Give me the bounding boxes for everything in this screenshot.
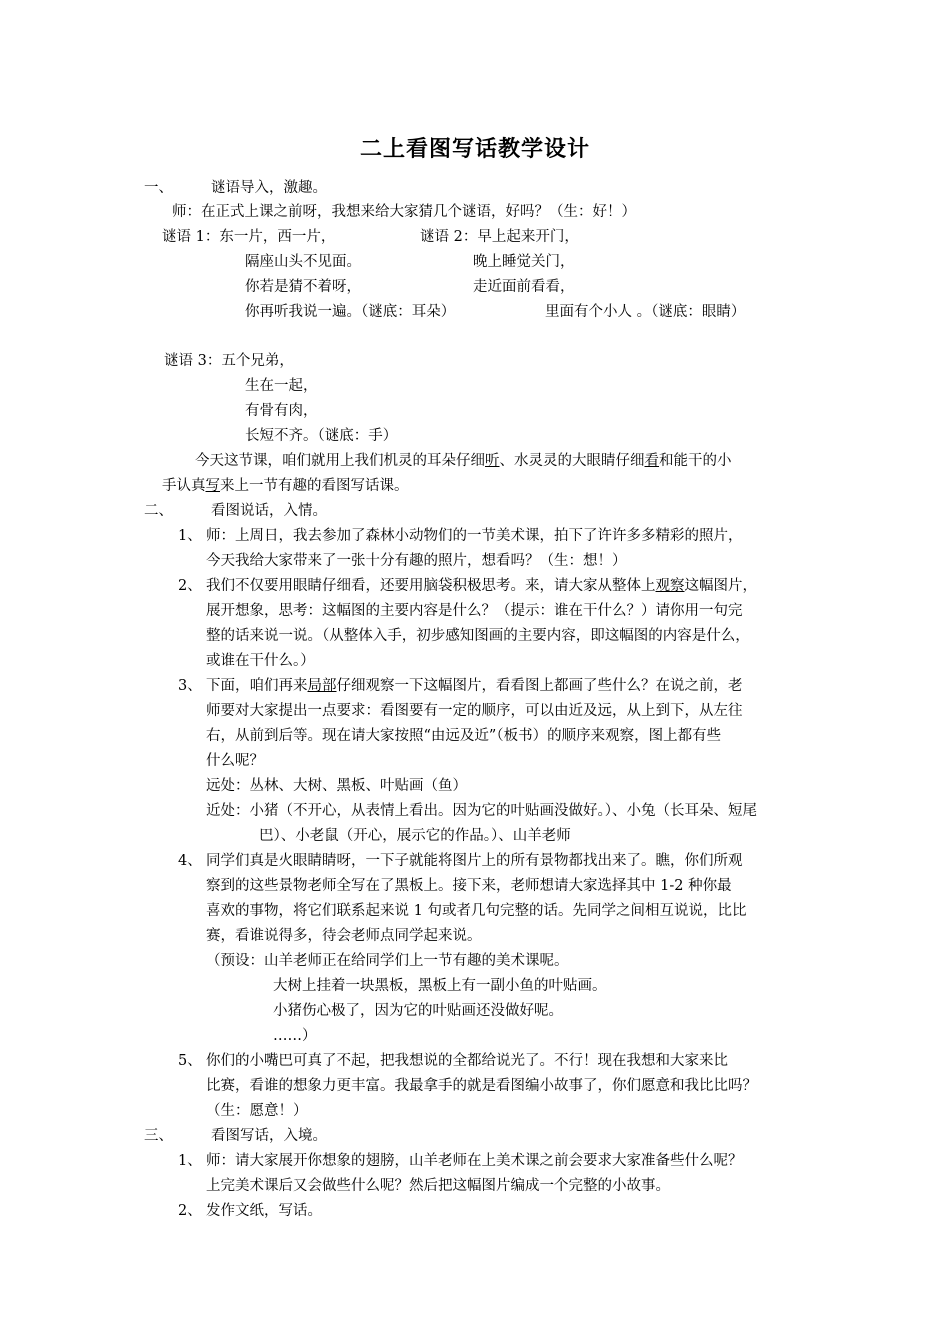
riddle-2-line-2: 晚上睡觉关门，	[473, 254, 575, 270]
underlined-word-local: 局部	[307, 678, 337, 694]
s2-item-1-number: 1、	[178, 528, 202, 544]
s2-item-3-line-4: 什么呢？	[206, 753, 264, 769]
s2-item-5-line-1: 你们的小嘴巴可真了不起，把我想说的全都给说光了。不行！现在我想和大家来比	[206, 1053, 728, 1069]
item-text: 这幅图片，	[684, 578, 757, 594]
section-1-number: 一、	[144, 180, 173, 196]
paragraph-text: 、水灵灵的大眼睛仔细	[499, 453, 645, 469]
riddle-2-line-3: 走近面前看看，	[473, 279, 575, 295]
s2-item-2-line-2: 展开想象，思考：这幅图的主要内容是什么？（提示：谁在干什么？）请你用一句完	[206, 603, 743, 619]
s2-item-3-line-3: 右，从前到后等。现在请大家按照“由远及近”（板书）的顺序来观察，图上都有些	[206, 728, 722, 744]
s3-item-2-number: 2、	[178, 1203, 202, 1219]
s3-item-2-line-1: 发作文纸，写话。	[206, 1203, 322, 1219]
riddle-2-label: 谜语 2：早上起来开门，	[420, 229, 579, 245]
s2-item-3-line-2: 师要对大家提出一点要求：看图要有一定的顺序，可以由近及远，从上到下，从左往	[206, 703, 743, 719]
item-text: 我们不仅要用眼睛仔细看，还要用脑袋积极思考。来，请大家从整体上	[206, 578, 656, 594]
underlined-word-observe: 观察	[655, 578, 685, 594]
paragraph-text: 手认真	[162, 478, 206, 494]
riddle-1-line-3: 你若是猜不着呀，	[245, 279, 361, 295]
underlined-word-look: 看	[644, 453, 659, 469]
section-1-heading: 谜语导入，激趣。	[211, 180, 327, 196]
riddle-3-line-3: 有骨有肉，	[245, 403, 318, 419]
s2-item-2-line-3: 整的话来说一说。（从整体入手，初步感知图画的主要内容，即这幅图的内容是什么，	[206, 628, 750, 644]
s2-item-2-line-4: 或谁在干什么。）	[206, 653, 315, 669]
riddle-3-label: 谜语 3：五个兄弟，	[164, 353, 294, 369]
section-3-heading: 看图写话，入境。	[211, 1128, 327, 1144]
underlined-word-listen: 听	[485, 453, 500, 469]
s2-item-3-far: 远处：丛林、大树、黑板、叶贴画（鱼）	[206, 778, 467, 794]
s2-item-4-preset-2: 大树上挂着一块黑板，黑板上有一副小鱼的叶贴画。	[273, 978, 607, 994]
section-1-paragraph-line-2	[162, 476, 409, 496]
s2-item-2-number: 2、	[178, 578, 202, 594]
riddle-2-line-4: 里面有个小人 。（谜底：眼睛）	[545, 304, 746, 320]
s2-item-2-line-1	[206, 576, 757, 596]
s2-item-4-preset-3: 小猪伤心极了，因为它的叶贴画还没做好呢。	[273, 1003, 563, 1019]
item-text: 仔细观察一下这幅图片，看看图上都画了些什么？在说之前，老	[336, 678, 743, 694]
section-1-paragraph-line-1	[195, 451, 732, 471]
s2-item-4-line-2: 察到的这些景物老师全写在了黑板上。接下来，老师想请大家选择其中 1-2 种你最	[206, 878, 732, 894]
s2-item-4-line-1: 同学们真是火眼睛睛呀，一下子就能将图片上的所有景物都找出来了。瞧，你们所观	[206, 853, 743, 869]
paragraph-text: 今天这节课，咱们就用上我们机灵的耳朵仔细	[195, 453, 485, 469]
section-2-heading: 看图说话，入情。	[211, 503, 327, 519]
document-title: 二上看图写话教学设计	[359, 136, 590, 162]
s2-item-4-line-4: 赛，看谁说得多，待会老师点同学起来说。	[206, 928, 482, 944]
s2-item-3-number: 3、	[178, 678, 202, 694]
s2-item-5-line-2: 比赛，看谁的想象力更丰富。我最拿手的就是看图编小故事了，你们愿意和我比比吗？	[206, 1078, 757, 1094]
s2-item-1-line-1: 师：上周日，我去参加了森林小动物们的一节美术课，拍下了许许多多精彩的照片，	[206, 528, 743, 544]
paragraph-text: 来上一节有趣的看图写话课。	[220, 478, 409, 494]
section-3-number: 三、	[144, 1128, 173, 1144]
s2-item-1-line-2: 今天我给大家带来了一张十分有趣的照片，想看吗？（生：想！）	[206, 553, 627, 569]
s3-item-1-number: 1、	[178, 1153, 202, 1169]
riddle-1-line-2: 隔座山头不见面。	[245, 254, 361, 270]
riddle-1-label: 谜语 1：东一片，西一片，	[162, 229, 336, 245]
riddle-3-line-4: 长短不齐。（谜底：手）	[245, 428, 398, 444]
underlined-word-write: 写	[205, 478, 220, 494]
riddle-3-line-2: 生在一起，	[245, 378, 318, 394]
s2-item-3-near-line-2: 巴）、小老鼠（开心，展示它的作品。）、山羊老师	[259, 828, 571, 844]
item-text: 下面，咱们再来	[206, 678, 308, 694]
s2-item-3-line-1	[206, 676, 743, 696]
section-1-intro: 师：在正式上课之前呀，我想来给大家猜几个谜语，好吗？（生：好！）	[172, 204, 636, 220]
s2-item-5-line-3: （生：愿意！）	[206, 1103, 308, 1119]
s2-item-3-near-line-1: 近处：小猪（不开心，从表情上看出。因为它的叶贴画没做好。）、小兔（长耳朵、短尾	[206, 803, 757, 819]
s2-item-4-preset-1: （预设：山羊老师正在给同学们上一节有趣的美术课呢。	[206, 953, 569, 969]
s2-item-4-preset-4: ……）	[273, 1028, 317, 1044]
s3-item-1-line-2: 上完美术课后又会做些什么呢？然后把这幅图片编成一个完整的小故事。	[206, 1178, 670, 1194]
s2-item-4-line-3: 喜欢的事物，将它们联系起来说 1 句或者几句完整的话。先同学之间相互说说，比比	[206, 903, 747, 919]
s2-item-4-number: 4、	[178, 853, 202, 869]
paragraph-text: 和能干的小	[659, 453, 732, 469]
s3-item-1-line-1: 师：请大家展开你想象的翅膀，山羊老师在上美术课之前会要求大家准备些什么呢？	[206, 1153, 743, 1169]
section-2-number: 二、	[144, 503, 173, 519]
riddle-1-line-4: 你再听我说一遍。（谜底：耳朵）	[245, 304, 456, 320]
s2-item-5-number: 5、	[178, 1053, 202, 1069]
